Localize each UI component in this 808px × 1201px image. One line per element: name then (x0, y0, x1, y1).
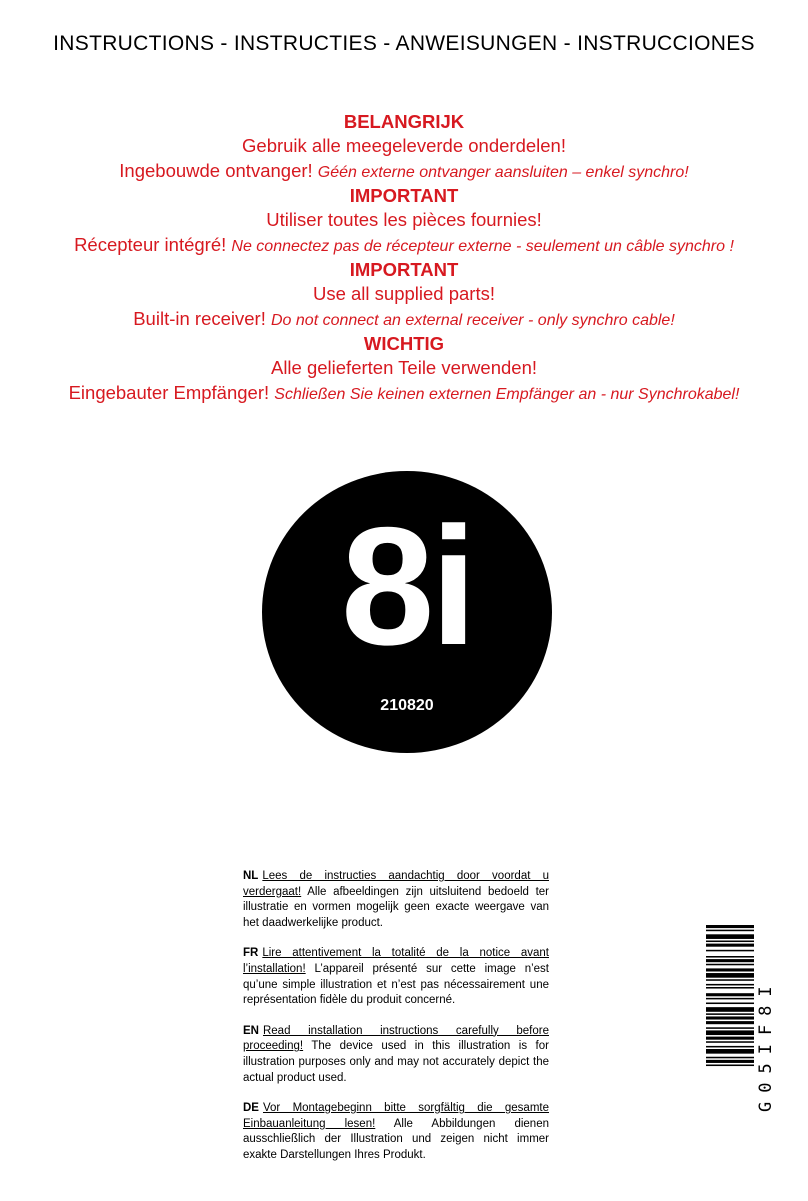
barcode-bar (706, 998, 754, 1000)
notice-block-fr (0, 184, 808, 258)
notice-normal-text: Eingebauter Empfänger! (68, 382, 270, 403)
notice-heading: IMPORTANT (349, 185, 459, 206)
barcode-bar (706, 1049, 754, 1054)
disclaimer-notes (243, 869, 549, 1179)
note-text: L’appareil présenté sur cette image n’est qu’une simple illustration et n’est pas nécessairement une représentation fidèle du produit concerné. (243, 962, 549, 1007)
notice-line: Utiliser toutes les pièces fournies! (266, 209, 542, 230)
barcode-bar (706, 941, 754, 943)
note-text: The device used in this illustration is for illustration purposes only and may not accurately depict the actual product used. (243, 1040, 549, 1084)
note-en (243, 1024, 549, 1086)
note-de (243, 1101, 549, 1163)
note-fr (243, 946, 549, 1008)
notice-normal-text: Ingebouwde ontvanger! (119, 160, 313, 181)
note-language: EN (243, 1024, 259, 1037)
barcode-bar (706, 984, 754, 986)
barcode-bar (706, 1007, 754, 1012)
notice-block-de (0, 332, 808, 406)
barcode-bar (706, 1030, 754, 1035)
barcode-bar (706, 930, 754, 932)
notice-normal-text: Built-in receiver! (133, 308, 266, 329)
notice-heading: WICHTIG (363, 333, 445, 354)
important-notice (0, 110, 808, 406)
notice-line: Gebruik alle meegeleverde onderdelen! (242, 135, 566, 156)
barcode-bar (706, 1060, 754, 1063)
note-language: FR (243, 947, 259, 960)
notice-italic-text: Schließen Sie keinen externen Empfänger an - nur Synchrokabel! (274, 386, 740, 403)
notice-italic-text: Do not connect an external receiver - only synchro cable! (271, 312, 675, 329)
barcode-bar (706, 1021, 754, 1024)
barcode-bar (706, 1057, 754, 1059)
barcode-bar (706, 1003, 754, 1005)
barcode-bar (706, 968, 754, 971)
barcode-bar (706, 973, 754, 978)
barcode-bar (706, 964, 754, 966)
note-text: Alle Abbildungen dienen ausschließlich der Illustration und zeigen nicht immer exakte Darstellungen Ihres Produkt. (243, 1117, 549, 1161)
product-code: 210820 (380, 697, 434, 714)
notice-block-nl (0, 110, 808, 184)
note-warning: Lees de instructies aandachtig door voordat u verdergaat! (243, 870, 549, 898)
page-title: INSTRUCTIONS - INSTRUCTIES - ANWEISUNGEN - INSTRUCCIONES (53, 32, 755, 55)
barcode-bar (706, 1041, 754, 1043)
barcode-bar (706, 1037, 754, 1040)
barcode (706, 925, 754, 1165)
barcode-bar (706, 944, 754, 947)
notice-line: Use all supplied parts! (312, 283, 495, 304)
notice-italic-text: Ne connectez pas de récepteur externe - seulement un câble synchro ! (231, 238, 734, 255)
note-language: NL (243, 870, 259, 882)
note-warning: Vor Montagebeginn bitte sorgfältig die gesamte Einbauanleitung lesen! (243, 1102, 549, 1130)
notice-block-en (0, 258, 808, 332)
barcode-bar (706, 1046, 754, 1048)
note-language: DE (243, 1102, 259, 1115)
note-nl (243, 869, 549, 931)
notice-line (0, 381, 808, 406)
notice-line (0, 307, 808, 332)
barcode-bar (706, 1065, 754, 1067)
barcode-bar (706, 934, 754, 939)
barcode-label: G05IF8I (756, 977, 776, 1113)
notice-heading: BELANGRIJK (343, 111, 465, 132)
notice-heading: IMPORTANT (349, 259, 459, 280)
barcode-bar (706, 1016, 754, 1019)
logo-text: 8i (340, 492, 474, 680)
barcode-bar (706, 1013, 754, 1015)
barcode-bar (706, 959, 754, 962)
notice-italic-text: Géén externe ontvanger aansluiten – enkel synchro! (317, 164, 689, 181)
product-logo-badge (262, 471, 552, 753)
barcode-bar (706, 979, 754, 981)
notice-line (0, 233, 808, 258)
barcode-bar (706, 925, 754, 928)
barcode-bar (706, 1027, 754, 1029)
note-warning: Read installation instructions carefully before proceeding! (243, 1024, 549, 1053)
barcode-bar (706, 987, 754, 989)
barcode-bar (706, 956, 754, 958)
note-text: Alle afbeeldingen zijn uitsluitend bedoeld ter illustratie en vormen mogelijk geen exacte weergave van het daadwerkelijke product. (243, 885, 549, 929)
barcode-bar (706, 950, 754, 952)
note-warning: Lire attentivement la totalité de la notice avant l’installation! (243, 947, 549, 975)
barcode-bar (706, 993, 754, 996)
notice-line: Alle gelieferten Teile verwenden! (270, 357, 538, 378)
notice-line (0, 159, 808, 184)
notice-normal-text: Récepteur intégré! (74, 234, 227, 255)
